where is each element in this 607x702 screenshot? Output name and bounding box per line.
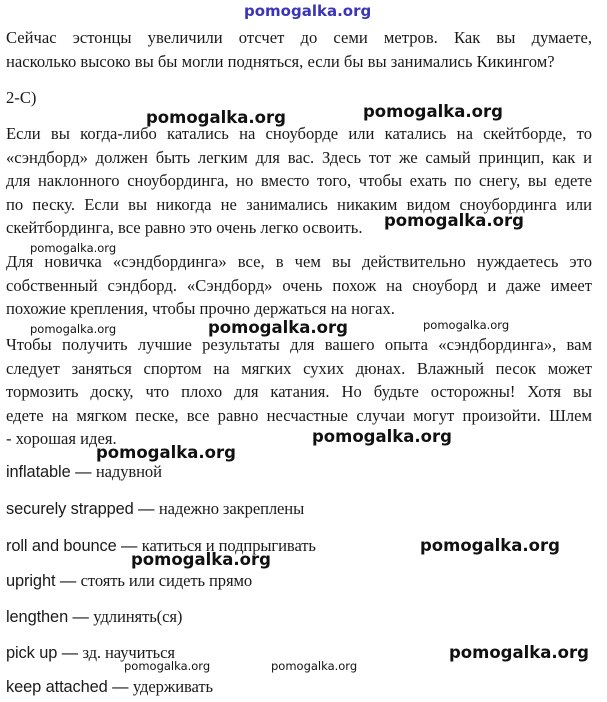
watermark: pomogalka.org [423,318,510,332]
vocab-term: roll and bounce [6,537,117,555]
paragraph-line: «сэндборд» должен быть легким для вас. Здесь тот же самый принцип, как и [6,147,592,167]
vocab-item [6,607,182,627]
watermark: pomogalka.org [124,659,211,673]
paragraph-line: похожие крепления, чтобы прочно держаться на ногах. [6,299,395,318]
vocab-translation: зд. научиться [82,643,175,662]
paragraph-line: скейтбординга, все равно это очень легко освоить. [6,218,363,237]
watermark: pomogalka.org [363,102,503,121]
paragraph-line: собственный сэндборд. «Сэндборд» очень похож на сноуборд и даже имеет [6,275,592,295]
vocab-item [6,571,252,591]
watermark: pomogalka.org [96,443,236,462]
paragraph-2 [6,250,592,321]
vocab-translation: надувной [95,462,162,481]
paragraph-line: Если вы когда-либо катались на сноуборде или катались на скейтборде, то [6,124,592,143]
watermark: pomogalka.org [30,241,117,255]
intro-paragraph [6,26,592,73]
watermark: pomogalka.org [420,536,560,555]
watermark: pomogalka.org [449,643,589,662]
watermark: pomogalka.org [384,211,524,230]
watermark: pomogalka.org [146,108,286,127]
paragraph-line: следует заняться спортом на мягких сухих дюнах. Влажный песок может [6,358,592,378]
vocab-separator: — [70,463,96,481]
vocab-translation: стоять или сидеть прямо [80,571,253,590]
watermark: pomogalka.org [131,550,271,569]
vocab-term: inflatable [6,463,71,481]
watermark: pomogalka.org [208,318,348,337]
vocab-item [6,499,304,519]
vocab-translation: удерживать [132,677,213,696]
vocab-separator: — [133,500,159,518]
vocab-separator: — [68,608,94,626]
vocab-translation: катиться и подпрыгивать [141,536,316,555]
vocab-separator: — [57,644,83,662]
paragraph-line: едете на мягком песке, все равно несчастные случаи могут произойти. Шлем [6,405,592,425]
paragraph-line: Чтобы получить лучшие результаты для вашего опыта «сэндбординга», вам [6,335,592,354]
vocab-separator: — [116,537,142,555]
watermark: pomogalka.org [312,427,452,446]
vocab-term: upright [6,572,56,590]
paragraph-line: по песку. Если вы никогда не занимались никаким видом сноубординга или [6,194,592,214]
vocab-translation: надежно закреплены [158,499,305,518]
vocab-separator: — [107,678,133,696]
watermark: pomogalka.org [271,659,358,673]
vocab-term: securely strapped [6,500,134,518]
watermark: pomogalka.org [30,322,117,336]
vocab-separator: — [55,572,81,590]
vocab-item [6,677,213,697]
section-label: 2-С) [6,88,37,107]
watermark-header: pomogalka.org [244,2,372,20]
paragraph-line: - хорошая идея. [6,429,117,448]
paragraph-line: для наклонного сноубординга, но вместо того, чтобы ехать по снегу, вы едете [6,171,592,190]
intro-line: Сейчас эстонцы увеличили отсчет до семи метров. Как вы думаете, [6,28,592,47]
paragraph-line: тормозить доску, что плохо для катания. Но будьте осторожны! Хотя вы [6,382,592,401]
paragraph-line: Для новичка «сэндбординга» все, в чем вы действительно нуждаетесь это [6,252,592,271]
vocab-term: pick up [6,644,58,662]
vocab-term: lengthen [6,608,69,626]
intro-line: насколько высоко вы бы могли подняться, если бы вы занимались Кикингом? [6,51,555,71]
vocab-item [6,462,162,482]
vocab-term: keep attached [6,678,108,696]
paragraph-3 [6,333,592,451]
vocab-translation: удлинять(ся) [93,607,183,626]
